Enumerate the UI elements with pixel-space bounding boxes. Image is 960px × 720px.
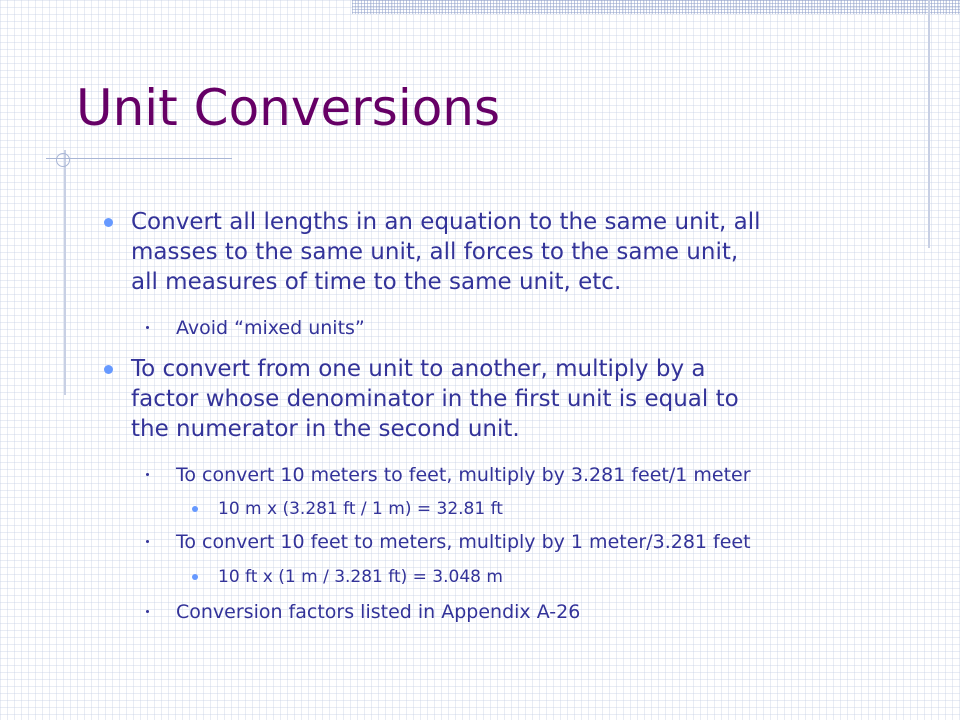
bullet-text-line: To convert from one unit to another, multiply by a <box>131 356 706 382</box>
sub-bullet-dot-icon <box>146 326 149 329</box>
sub-sub-bullet-text: 10 ft x (1 m / 3.281 ft) = 3.048 m <box>218 567 503 587</box>
sub-bullet-item <box>176 600 916 624</box>
sub-bullet-text: To convert 10 feet to meters, multiply by 1 meter/3.281 feet <box>176 531 751 553</box>
bullet-text-line: factor whose denominator in the first unit is equal to <box>131 386 739 412</box>
bullet-item <box>131 354 921 444</box>
bullet-text-line: all measures of time to the same unit, etc. <box>131 269 622 295</box>
sub-bullet-item <box>176 316 916 340</box>
sub-bullet-item <box>176 530 916 554</box>
sub-sub-bullet-item <box>218 498 918 520</box>
sub-bullet-dot-icon <box>146 610 149 613</box>
bullet-text-line: Convert all lengths in an equation to the same unit, all <box>131 209 761 235</box>
sub-bullet-text: To convert 10 meters to feet, multiply by 3.281 feet/1 meter <box>176 464 751 486</box>
sub-bullet-text: Avoid “mixed units” <box>176 317 365 339</box>
bullet-dot-icon <box>104 218 113 227</box>
bullet-item <box>131 207 921 297</box>
bullet-text-line: masses to the same unit, all forces to the same unit, <box>131 239 739 265</box>
bullet-dot-icon <box>104 365 113 374</box>
slide-title: Unit Conversions <box>76 79 501 137</box>
sub-sub-bullet-item <box>218 566 918 588</box>
sub-sub-bullet-text: 10 m x (3.281 ft / 1 m) = 32.81 ft <box>218 499 503 519</box>
bullet-text-line: the numerator in the second unit. <box>131 416 520 442</box>
sub-sub-bullet-dot-icon <box>192 574 198 580</box>
sub-bullet-dot-icon <box>146 540 149 543</box>
sub-bullet-text: Conversion factors listed in Appendix A-26 <box>176 601 581 623</box>
sub-sub-bullet-dot-icon <box>192 506 198 512</box>
sub-bullet-dot-icon <box>146 473 149 476</box>
sub-bullet-item <box>176 463 916 487</box>
